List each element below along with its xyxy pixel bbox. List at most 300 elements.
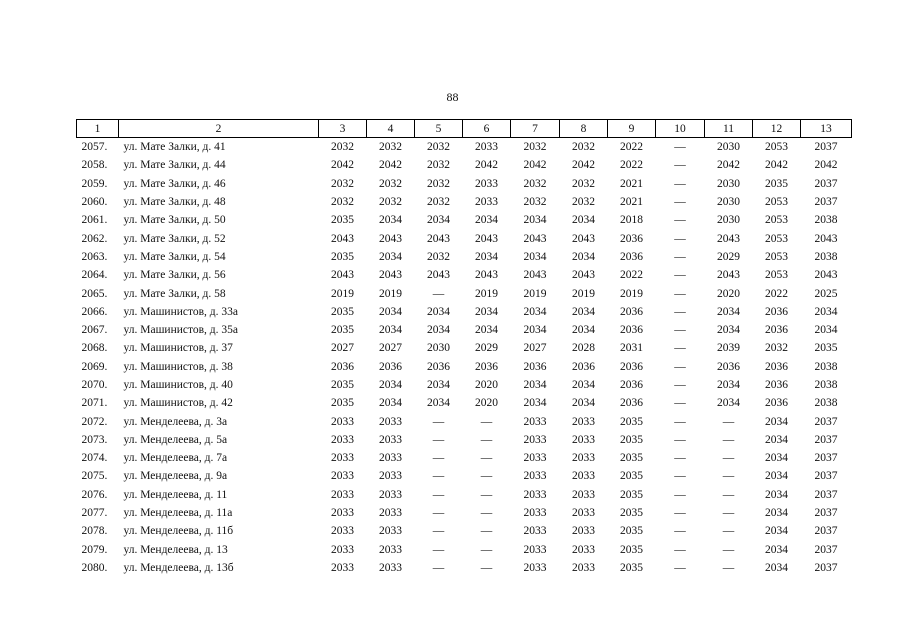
year-cell: 2030 <box>717 177 740 190</box>
year-cell: 2034 <box>765 543 788 556</box>
year-cell: 2053 <box>765 250 788 263</box>
year-cell: 2035 <box>331 397 354 410</box>
year-cell: — <box>722 470 735 483</box>
table-row <box>77 358 852 376</box>
year-cell: 2034 <box>765 507 788 520</box>
year-cell: 2038 <box>814 397 838 410</box>
year-cell: 2034 <box>427 305 450 318</box>
year-cell: 2036 <box>379 360 402 373</box>
year-cell: 2032 <box>572 177 595 190</box>
row-number: 2069. <box>81 360 108 373</box>
year-cell: 2035 <box>620 433 643 446</box>
year-cell: 2043 <box>379 269 402 282</box>
year-cell: — <box>722 507 735 520</box>
year-cell: 2043 <box>717 232 740 245</box>
year-cell: 2033 <box>379 525 402 538</box>
year-cell: 2034 <box>765 488 788 501</box>
address-cell: ул. Менделеева, д. 3а <box>123 415 228 428</box>
address-cell: ул. Менделеева, д. 11б <box>123 525 234 538</box>
year-cell: 2036 <box>620 324 643 337</box>
year-cell: 2035 <box>620 525 643 538</box>
row-number: 2078. <box>81 525 108 538</box>
year-cell: — <box>674 159 686 172</box>
year-cell: — <box>674 525 686 538</box>
year-cell: 2033 <box>379 507 402 520</box>
year-cell: 2037 <box>814 470 838 483</box>
year-cell: 2033 <box>331 543 354 556</box>
year-cell: 2033 <box>331 488 354 501</box>
year-cell: 2034 <box>572 214 595 227</box>
year-cell: 2034 <box>475 305 498 318</box>
year-cell: 2033 <box>523 488 547 501</box>
year-cell: 2036 <box>620 360 643 373</box>
year-cell: 2032 <box>427 177 450 190</box>
year-cell: 2033 <box>523 507 547 520</box>
page-number: 88 <box>446 90 459 104</box>
year-cell: 2033 <box>572 543 595 556</box>
year-cell: 2053 <box>765 141 788 154</box>
year-cell: 2034 <box>765 433 788 446</box>
year-cell: 2043 <box>427 232 450 245</box>
year-cell: 2032 <box>379 141 402 154</box>
year-cell: 2019 <box>379 287 402 300</box>
address-cell: ул. Мате Залки, д. 54 <box>123 250 226 263</box>
year-cell: 2033 <box>572 470 595 483</box>
year-cell: 2053 <box>765 214 788 227</box>
table-row <box>77 156 852 174</box>
year-cell: 2035 <box>331 250 354 263</box>
column-header-4: 4 <box>367 120 415 138</box>
year-cell: — <box>432 287 445 300</box>
year-cell: — <box>674 232 686 245</box>
table-row <box>77 266 852 284</box>
year-cell: 2034 <box>523 379 547 391</box>
year-cell: — <box>480 415 493 428</box>
year-cell: 2035 <box>620 543 643 556</box>
year-cell: 2036 <box>765 397 788 410</box>
year-cell: 2033 <box>475 141 498 154</box>
year-cell: 2027 <box>523 342 547 355</box>
row-number: 2067. <box>81 324 108 337</box>
year-cell: 2038 <box>814 250 838 263</box>
year-cell: 2038 <box>814 379 838 391</box>
row-number: 2064. <box>81 269 108 282</box>
year-cell: 2053 <box>765 269 788 282</box>
year-cell: 2043 <box>523 232 547 245</box>
year-cell: 2042 <box>523 159 547 172</box>
year-cell: 2034 <box>572 379 595 391</box>
year-cell: 2032 <box>523 177 547 190</box>
year-cell: 2034 <box>523 305 547 318</box>
year-cell: 2034 <box>717 379 740 391</box>
year-cell: 2033 <box>331 525 354 538</box>
table-row <box>77 467 852 485</box>
address-cell: ул. Машинистов, д. 42 <box>123 397 233 410</box>
address-cell: ул. Менделеева, д. 9а <box>123 470 228 483</box>
year-cell: — <box>480 525 493 538</box>
year-cell: — <box>674 360 686 373</box>
table-body <box>77 138 852 578</box>
row-number: 2079. <box>81 543 108 556</box>
year-cell: 2034 <box>427 379 450 391</box>
year-cell: 2034 <box>765 415 788 428</box>
year-cell: — <box>674 488 686 501</box>
table-row <box>77 138 852 157</box>
year-cell: 2036 <box>717 360 740 373</box>
address-cell: ул. Мате Залки, д. 50 <box>123 214 226 227</box>
year-cell: — <box>480 561 493 574</box>
year-cell: — <box>432 470 445 483</box>
year-cell: 2035 <box>765 177 788 190</box>
year-cell: 2032 <box>523 141 547 154</box>
year-cell: 2033 <box>523 415 547 428</box>
year-cell: 2035 <box>620 470 643 483</box>
year-cell: 2027 <box>331 342 354 355</box>
year-cell: 2030 <box>717 141 740 154</box>
row-number: 2062. <box>81 232 108 245</box>
row-number: 2073. <box>81 433 108 446</box>
year-cell: 2033 <box>331 561 354 574</box>
year-cell: 2033 <box>572 415 595 428</box>
table-row <box>77 229 852 247</box>
year-cell: — <box>432 525 445 538</box>
year-cell: 2019 <box>523 287 547 300</box>
year-cell: 2034 <box>765 561 788 574</box>
year-cell: 2027 <box>379 342 402 355</box>
year-cell: 2034 <box>379 250 402 263</box>
year-cell: 2037 <box>814 141 838 154</box>
address-cell: ул. Мате Залки, д. 52 <box>123 232 226 245</box>
year-cell: — <box>674 305 686 318</box>
year-cell: 2032 <box>379 196 402 209</box>
year-cell: 2033 <box>523 525 547 538</box>
year-cell: 2034 <box>717 305 740 318</box>
year-cell: 2033 <box>475 177 498 190</box>
table-row <box>77 504 852 522</box>
year-cell: 2018 <box>620 214 643 227</box>
year-cell: — <box>674 324 686 337</box>
table-row <box>77 412 852 430</box>
year-cell: 2035 <box>620 561 643 574</box>
column-header-1: 1 <box>77 120 119 138</box>
year-cell: 2034 <box>379 397 402 410</box>
year-cell: — <box>432 433 445 446</box>
year-cell: 2037 <box>814 177 838 190</box>
column-header-5: 5 <box>415 120 463 138</box>
year-cell: — <box>480 433 493 446</box>
year-cell: 2036 <box>427 360 450 373</box>
year-cell: 2033 <box>331 415 354 428</box>
year-cell: — <box>674 433 686 446</box>
year-cell: 2035 <box>331 379 354 391</box>
year-cell: 2034 <box>427 324 450 337</box>
year-cell: 2030 <box>717 196 740 209</box>
year-cell: — <box>674 342 686 355</box>
year-cell: 2036 <box>572 360 595 373</box>
table-row <box>77 559 852 577</box>
column-header-7: 7 <box>511 120 560 138</box>
year-cell: — <box>722 561 735 574</box>
year-cell: 2036 <box>475 360 498 373</box>
year-cell: 2033 <box>572 488 595 501</box>
year-cell: 2033 <box>523 452 547 465</box>
year-cell: — <box>674 397 686 410</box>
year-cell: 2029 <box>717 250 740 263</box>
year-cell: 2030 <box>427 342 450 355</box>
year-cell: — <box>432 452 445 465</box>
year-cell: — <box>432 561 445 574</box>
year-cell: 2034 <box>427 397 450 410</box>
year-cell: 2030 <box>717 214 740 227</box>
year-cell: — <box>480 543 493 556</box>
row-number: 2061. <box>81 214 108 227</box>
address-cell: ул. Мате Залки, д. 41 <box>123 141 226 154</box>
year-cell: 2043 <box>572 232 595 245</box>
table-row <box>77 321 852 339</box>
year-cell: 2032 <box>331 177 354 190</box>
row-number: 2063. <box>81 250 108 263</box>
year-cell: 2034 <box>523 214 547 227</box>
year-cell: — <box>722 525 735 538</box>
year-cell: 2037 <box>814 543 838 556</box>
year-cell: 2034 <box>717 324 740 337</box>
row-number: 2072. <box>81 415 108 428</box>
year-cell: 2033 <box>523 470 547 483</box>
year-cell: 2020 <box>717 287 740 300</box>
year-cell: 2032 <box>331 196 354 209</box>
year-cell: 2036 <box>620 379 643 391</box>
year-cell: 2033 <box>331 452 354 465</box>
year-cell: 2034 <box>523 324 547 337</box>
header-row <box>77 120 852 138</box>
address-cell: ул. Мате Залки, д. 58 <box>123 287 226 300</box>
year-cell: 2034 <box>572 250 595 263</box>
year-cell: 2019 <box>331 287 354 300</box>
table-row <box>77 376 852 394</box>
year-cell: 2032 <box>572 141 595 154</box>
year-cell: — <box>674 543 686 556</box>
year-cell: 2034 <box>475 214 498 227</box>
address-cell: ул. Менделеева, д. 5а <box>123 433 228 446</box>
row-number: 2077. <box>81 507 108 520</box>
year-cell: 2033 <box>331 433 354 446</box>
year-cell: 2034 <box>379 324 402 337</box>
table-row <box>77 486 852 504</box>
year-cell: — <box>480 488 493 501</box>
table-row <box>77 175 852 193</box>
year-cell: 2032 <box>427 250 450 263</box>
year-cell: 2043 <box>427 269 450 282</box>
year-cell: 2035 <box>331 214 354 227</box>
table-row <box>77 248 852 266</box>
year-cell: 2035 <box>620 415 643 428</box>
year-cell: 2037 <box>814 525 838 538</box>
year-cell: 2034 <box>572 324 595 337</box>
year-cell: 2029 <box>475 342 498 355</box>
year-cell: — <box>722 452 735 465</box>
year-cell: 2019 <box>572 287 595 300</box>
year-cell: 2031 <box>620 342 643 355</box>
year-cell: 2034 <box>523 250 547 263</box>
year-cell: — <box>674 196 686 209</box>
row-number: 2076. <box>81 488 108 501</box>
year-cell: — <box>674 415 686 428</box>
year-cell: 2034 <box>572 305 595 318</box>
address-cell: ул. Машинистов, д. 35а <box>123 324 238 337</box>
year-cell: — <box>432 507 445 520</box>
row-number: 2075. <box>81 470 108 483</box>
year-cell: 2034 <box>379 305 402 318</box>
year-cell: 2043 <box>717 269 740 282</box>
year-cell: 2043 <box>331 232 354 245</box>
address-cell: ул. Мате Залки, д. 48 <box>123 196 226 209</box>
row-number: 2059. <box>81 177 108 190</box>
year-cell: 2033 <box>572 525 595 538</box>
year-cell: 2033 <box>379 470 402 483</box>
table-row <box>77 394 852 412</box>
year-cell: 2042 <box>475 159 498 172</box>
row-number: 2071. <box>81 397 108 410</box>
year-cell: 2033 <box>523 561 547 574</box>
address-cell: ул. Машинистов, д. 40 <box>123 379 233 391</box>
year-cell: — <box>432 415 445 428</box>
year-cell: 2043 <box>331 269 354 282</box>
year-cell: 2032 <box>427 141 450 154</box>
year-cell: 2042 <box>572 159 595 172</box>
year-cell: 2034 <box>572 397 595 410</box>
year-cell: — <box>480 452 493 465</box>
year-cell: 2034 <box>717 397 740 410</box>
year-cell: 2033 <box>379 415 402 428</box>
year-cell: 2033 <box>572 452 595 465</box>
year-cell: 2037 <box>814 561 838 574</box>
year-cell: — <box>674 250 686 263</box>
year-cell: 2034 <box>475 324 498 337</box>
year-cell: 2022 <box>620 141 643 154</box>
address-cell: ул. Менделеева, д. 7а <box>123 452 228 465</box>
year-cell: 2033 <box>379 488 402 501</box>
year-cell: 2036 <box>765 379 788 391</box>
year-cell: 2036 <box>620 250 643 263</box>
table-row <box>77 522 852 540</box>
year-cell: 2033 <box>572 433 595 446</box>
year-cell: 2039 <box>717 342 740 355</box>
year-cell: 2043 <box>379 232 402 245</box>
year-cell: 2033 <box>331 470 354 483</box>
table-row <box>77 211 852 229</box>
table-row <box>77 449 852 467</box>
column-header-6: 6 <box>463 120 511 138</box>
year-cell: — <box>722 488 735 501</box>
address-cell: ул. Менделеева, д. 13б <box>123 561 234 574</box>
year-cell: — <box>674 214 686 227</box>
year-cell: 2034 <box>379 214 402 227</box>
address-cell: ул. Мате Залки, д. 56 <box>123 269 226 282</box>
year-cell: 2033 <box>572 507 595 520</box>
year-cell: 2020 <box>475 379 498 391</box>
year-cell: 2036 <box>765 360 788 373</box>
year-cell: 2021 <box>620 196 643 209</box>
year-cell: 2037 <box>814 433 838 446</box>
row-number: 2074. <box>81 452 108 465</box>
year-cell: 2034 <box>475 250 498 263</box>
year-cell: 2034 <box>523 397 547 410</box>
year-cell: 2033 <box>379 452 402 465</box>
address-cell: ул. Машинистов, д. 38 <box>123 360 233 373</box>
year-cell: 2043 <box>475 232 498 245</box>
year-cell: 2042 <box>814 159 838 172</box>
row-number: 2068. <box>81 342 108 355</box>
year-cell: 2021 <box>620 177 643 190</box>
row-number: 2057. <box>81 141 108 154</box>
year-cell: 2032 <box>765 342 788 355</box>
year-cell: 2043 <box>475 269 498 282</box>
year-cell: — <box>480 470 493 483</box>
year-cell: — <box>480 507 493 520</box>
year-cell: 2035 <box>620 507 643 520</box>
year-cell: 2037 <box>814 196 838 209</box>
year-cell: — <box>674 507 686 520</box>
year-cell: 2020 <box>475 397 498 410</box>
year-cell: — <box>722 433 735 446</box>
year-cell: 2036 <box>523 360 547 373</box>
year-cell: 2035 <box>331 305 354 318</box>
schedule-table <box>76 119 852 577</box>
year-cell: 2036 <box>331 360 354 373</box>
year-cell: 2019 <box>620 287 643 300</box>
column-header-11: 11 <box>705 120 753 138</box>
row-number: 2066. <box>81 305 108 318</box>
row-number: 2060. <box>81 196 108 209</box>
year-cell: — <box>722 543 735 556</box>
year-cell: 2036 <box>620 305 643 318</box>
year-cell: 2053 <box>765 196 788 209</box>
year-cell: 2032 <box>427 196 450 209</box>
year-cell: 2037 <box>814 488 838 501</box>
year-cell: 2028 <box>572 342 595 355</box>
row-number: 2080. <box>81 561 108 574</box>
table-row <box>77 431 852 449</box>
year-cell: 2033 <box>475 196 498 209</box>
year-cell: 2032 <box>427 159 450 172</box>
year-cell: 2042 <box>331 159 354 172</box>
address-cell: ул. Менделеева, д. 11 <box>123 488 228 501</box>
year-cell: 2033 <box>379 433 402 446</box>
column-header-9: 9 <box>608 120 656 138</box>
year-cell: — <box>674 287 686 300</box>
year-cell: 2033 <box>379 543 402 556</box>
year-cell: 2043 <box>814 269 838 282</box>
year-cell: 2035 <box>814 342 838 355</box>
year-cell: — <box>432 488 445 501</box>
year-cell: 2033 <box>331 507 354 520</box>
year-cell: 2033 <box>523 543 547 556</box>
year-cell: 2043 <box>572 269 595 282</box>
address-cell: ул. Мате Залки, д. 46 <box>123 177 226 190</box>
column-header-2: 2 <box>119 120 319 138</box>
year-cell: — <box>432 543 445 556</box>
year-cell: 2043 <box>814 232 838 245</box>
year-cell: — <box>674 470 686 483</box>
year-cell: 2042 <box>765 159 788 172</box>
year-cell: — <box>674 379 686 391</box>
year-cell: 2019 <box>475 287 498 300</box>
year-cell: 2042 <box>717 159 740 172</box>
year-cell: — <box>674 141 686 154</box>
year-cell: 2034 <box>379 379 402 391</box>
year-cell: — <box>674 561 686 574</box>
year-cell: 2034 <box>765 452 788 465</box>
